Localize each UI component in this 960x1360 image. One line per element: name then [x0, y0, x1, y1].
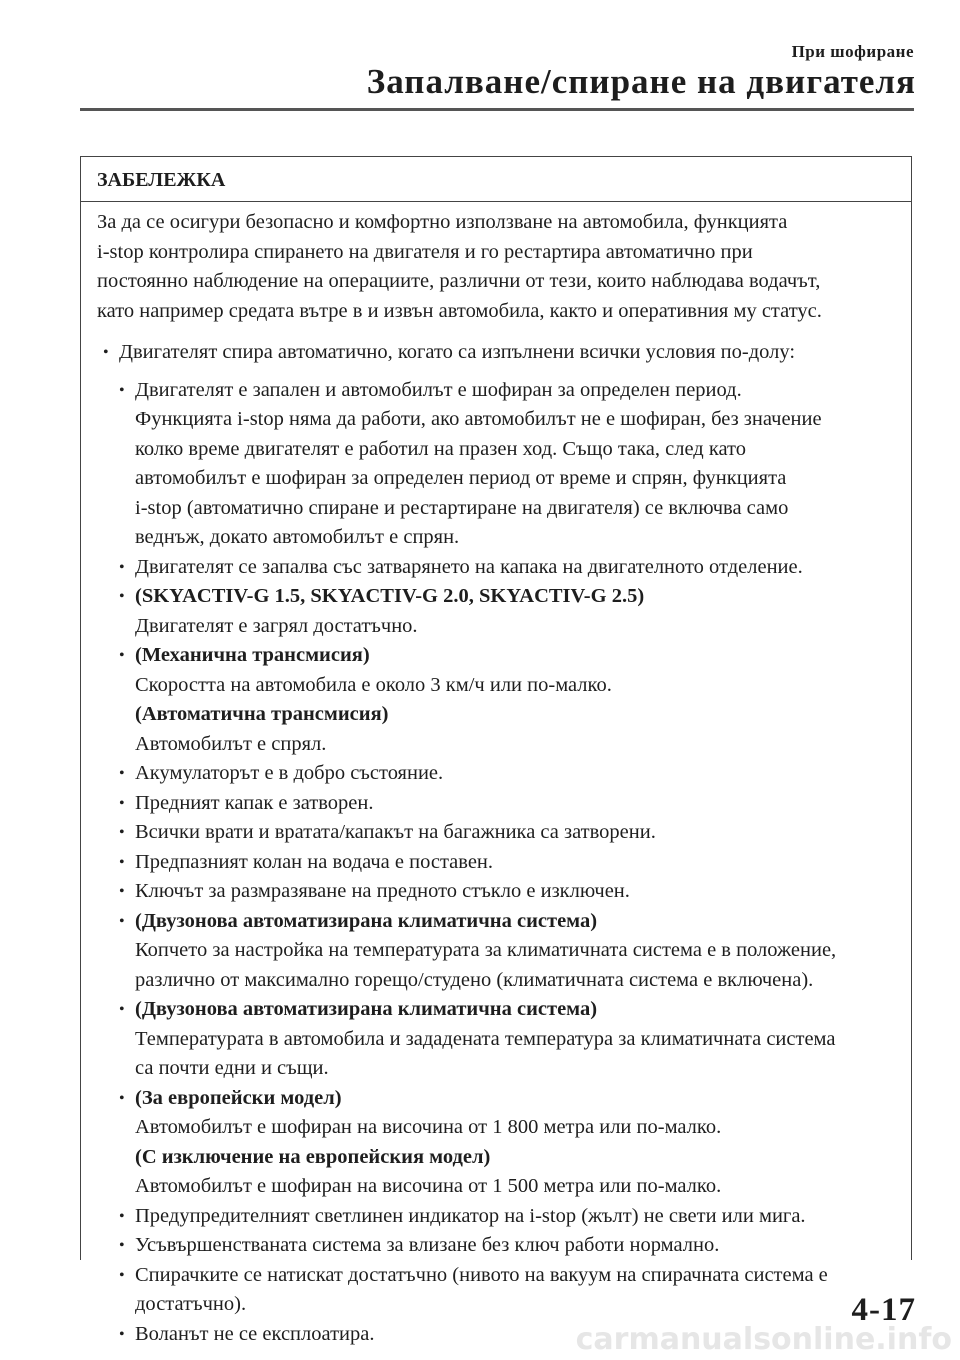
condition-item — [97, 1084, 897, 1202]
condition-item — [97, 1261, 897, 1320]
bullet-dot: • — [119, 824, 125, 841]
condition-item — [97, 1202, 897, 1232]
header-rule — [80, 108, 914, 111]
condition-text: Функцията i-stop няма да работи, ако автомобилът не е шофиран, без значение — [135, 408, 822, 430]
condition-item — [97, 877, 897, 907]
condition-qualifier: (Автоматична трансмисия) — [135, 703, 389, 725]
condition-item — [97, 789, 897, 819]
condition-item — [97, 818, 897, 848]
bullet-dot: • — [119, 765, 125, 782]
watermark: carmanualsonline.info — [575, 1322, 952, 1357]
condition-text: Предпазният колан на водача е поставен. — [135, 850, 494, 873]
condition-text: Двигателят се запалва със затварянето на капака на двигателното отделение. — [135, 555, 803, 578]
bullet-dot: • — [119, 647, 125, 664]
condition-text: веднъж, докато автомобилът е спрян. — [135, 526, 460, 548]
note-heading: ЗАБЕЛЕЖКА — [81, 157, 911, 202]
condition-item — [97, 995, 897, 1084]
note-body — [81, 202, 911, 1349]
condition-text: Акумулаторът е в добро състояние. — [135, 762, 444, 784]
condition-item — [97, 553, 897, 583]
condition-text: колко време двигателят е работил на празен ход. Също така, след като — [135, 437, 746, 460]
condition-text: Скоростта на автомобила е около 3 км/ч или по-малко. — [135, 673, 612, 696]
bullet-dot: • — [119, 883, 125, 900]
condition-text: Усъвършенстваната система за влизане без ключ работи нормално. — [135, 1234, 720, 1256]
condition-item — [97, 848, 897, 878]
condition-text: Воланът не се експлоатира. — [135, 1322, 375, 1345]
condition-item — [97, 1231, 897, 1261]
condition-text: автомобилът е шофиран за определен период от време и спрян, функцията — [135, 467, 787, 489]
condition-text: са почти едни и същи. — [135, 1057, 329, 1079]
condition-text: Предупредителният светлинен индикатор на i-stop (жълт) не свети или мига. — [135, 1204, 806, 1227]
condition-item — [97, 376, 897, 553]
condition-qualifier: (За европейски модел) — [135, 1086, 342, 1109]
intro-paragraph — [97, 208, 897, 326]
main-bullet-text: Двигателят спира автоматично, когато са изпълнени всички условия по-долу: — [119, 341, 796, 363]
condition-item — [97, 641, 897, 759]
intro-line: постоянно наблюдение на операциите, различни от тези, които наблюдава водачът, — [97, 270, 821, 292]
bullet-dot: • — [119, 1001, 125, 1018]
condition-qualifier: (Двузонова автоматизирана климатична система) — [135, 909, 598, 932]
section-label: При шофиране — [791, 42, 914, 61]
condition-text: Всички врати и вратата/капакът на багажника са затворени. — [135, 821, 656, 843]
page-number: 4-17 — [851, 1292, 916, 1328]
bullet-dot: • — [119, 912, 125, 930]
condition-qualifier: (Механична трансмисия) — [135, 644, 370, 666]
condition-text: Ключът за размразяване на предното стъкло е изключен. — [135, 880, 630, 902]
condition-text: различно от максимално горещо/студено (климатичната система е включена). — [135, 968, 814, 991]
bullet-dot: • — [119, 1325, 125, 1343]
bullet-dot: • — [119, 1089, 125, 1107]
condition-text: Двигателят е запален и автомобилът е шофиран за определен период. — [135, 378, 742, 401]
condition-text: Предният капак е затворен. — [135, 791, 374, 814]
condition-text: Температурата в автомобила и зададената температура за климатичната система — [135, 1027, 836, 1050]
bullet-dot: • — [119, 1207, 125, 1225]
bullet-dot: • — [119, 1237, 125, 1254]
condition-item — [97, 907, 897, 996]
bullet-dot: • — [119, 558, 125, 576]
bullet-dot: • — [119, 588, 125, 605]
condition-item — [97, 759, 897, 789]
bullet-dot: • — [103, 344, 109, 361]
condition-text: Спирачките се натискат достатъчно (нивото на вакуум на спирачната система е — [135, 1263, 828, 1286]
condition-item — [97, 582, 897, 641]
bullet-dot: • — [119, 853, 125, 871]
condition-text: Автомобилът е спрял. — [135, 732, 327, 755]
condition-list — [97, 376, 897, 1350]
condition-qualifier: (SKYACTIV-G 1.5, SKYACTIV-G 2.0, SKYACTIV-G 2.5) — [135, 585, 645, 607]
condition-text: Копчето за настройка на температурата за климатичната система е в положение, — [135, 939, 837, 961]
condition-text: Двигателят е загрял достатъчно. — [135, 614, 418, 637]
intro-line: За да се осигури безопасно и комфортно използване на автомобила, функцията — [97, 211, 788, 233]
intro-line: i-stop контролира спирането на двигателя и го рестартира автоматично при — [97, 240, 753, 263]
condition-qualifier: (С изключение на европейския модел) — [135, 1145, 491, 1168]
condition-qualifier: (Двузонова автоматизирана климатична система) — [135, 998, 598, 1020]
condition-text: достатъчно). — [135, 1293, 247, 1315]
condition-text: Автомобилът е шофиран на височина от 1 800 метра или по-малко. — [135, 1116, 722, 1138]
bullet-dot: • — [119, 794, 125, 812]
condition-text: Автомобилът е шофиран на височина от 1 500 метра или по-малко. — [135, 1175, 722, 1197]
main-bullet — [97, 338, 897, 368]
condition-text: i-stop (автоматично спиране и рестартиране на двигателя) се включва само — [135, 496, 789, 519]
intro-line: като например средата вътре в и извън автомобила, както и оперативния му статус. — [97, 299, 822, 322]
bullet-dot: • — [119, 381, 125, 399]
bullet-dot: • — [119, 1266, 125, 1284]
page-title: Запалване/спиране на двигателя — [366, 62, 916, 101]
